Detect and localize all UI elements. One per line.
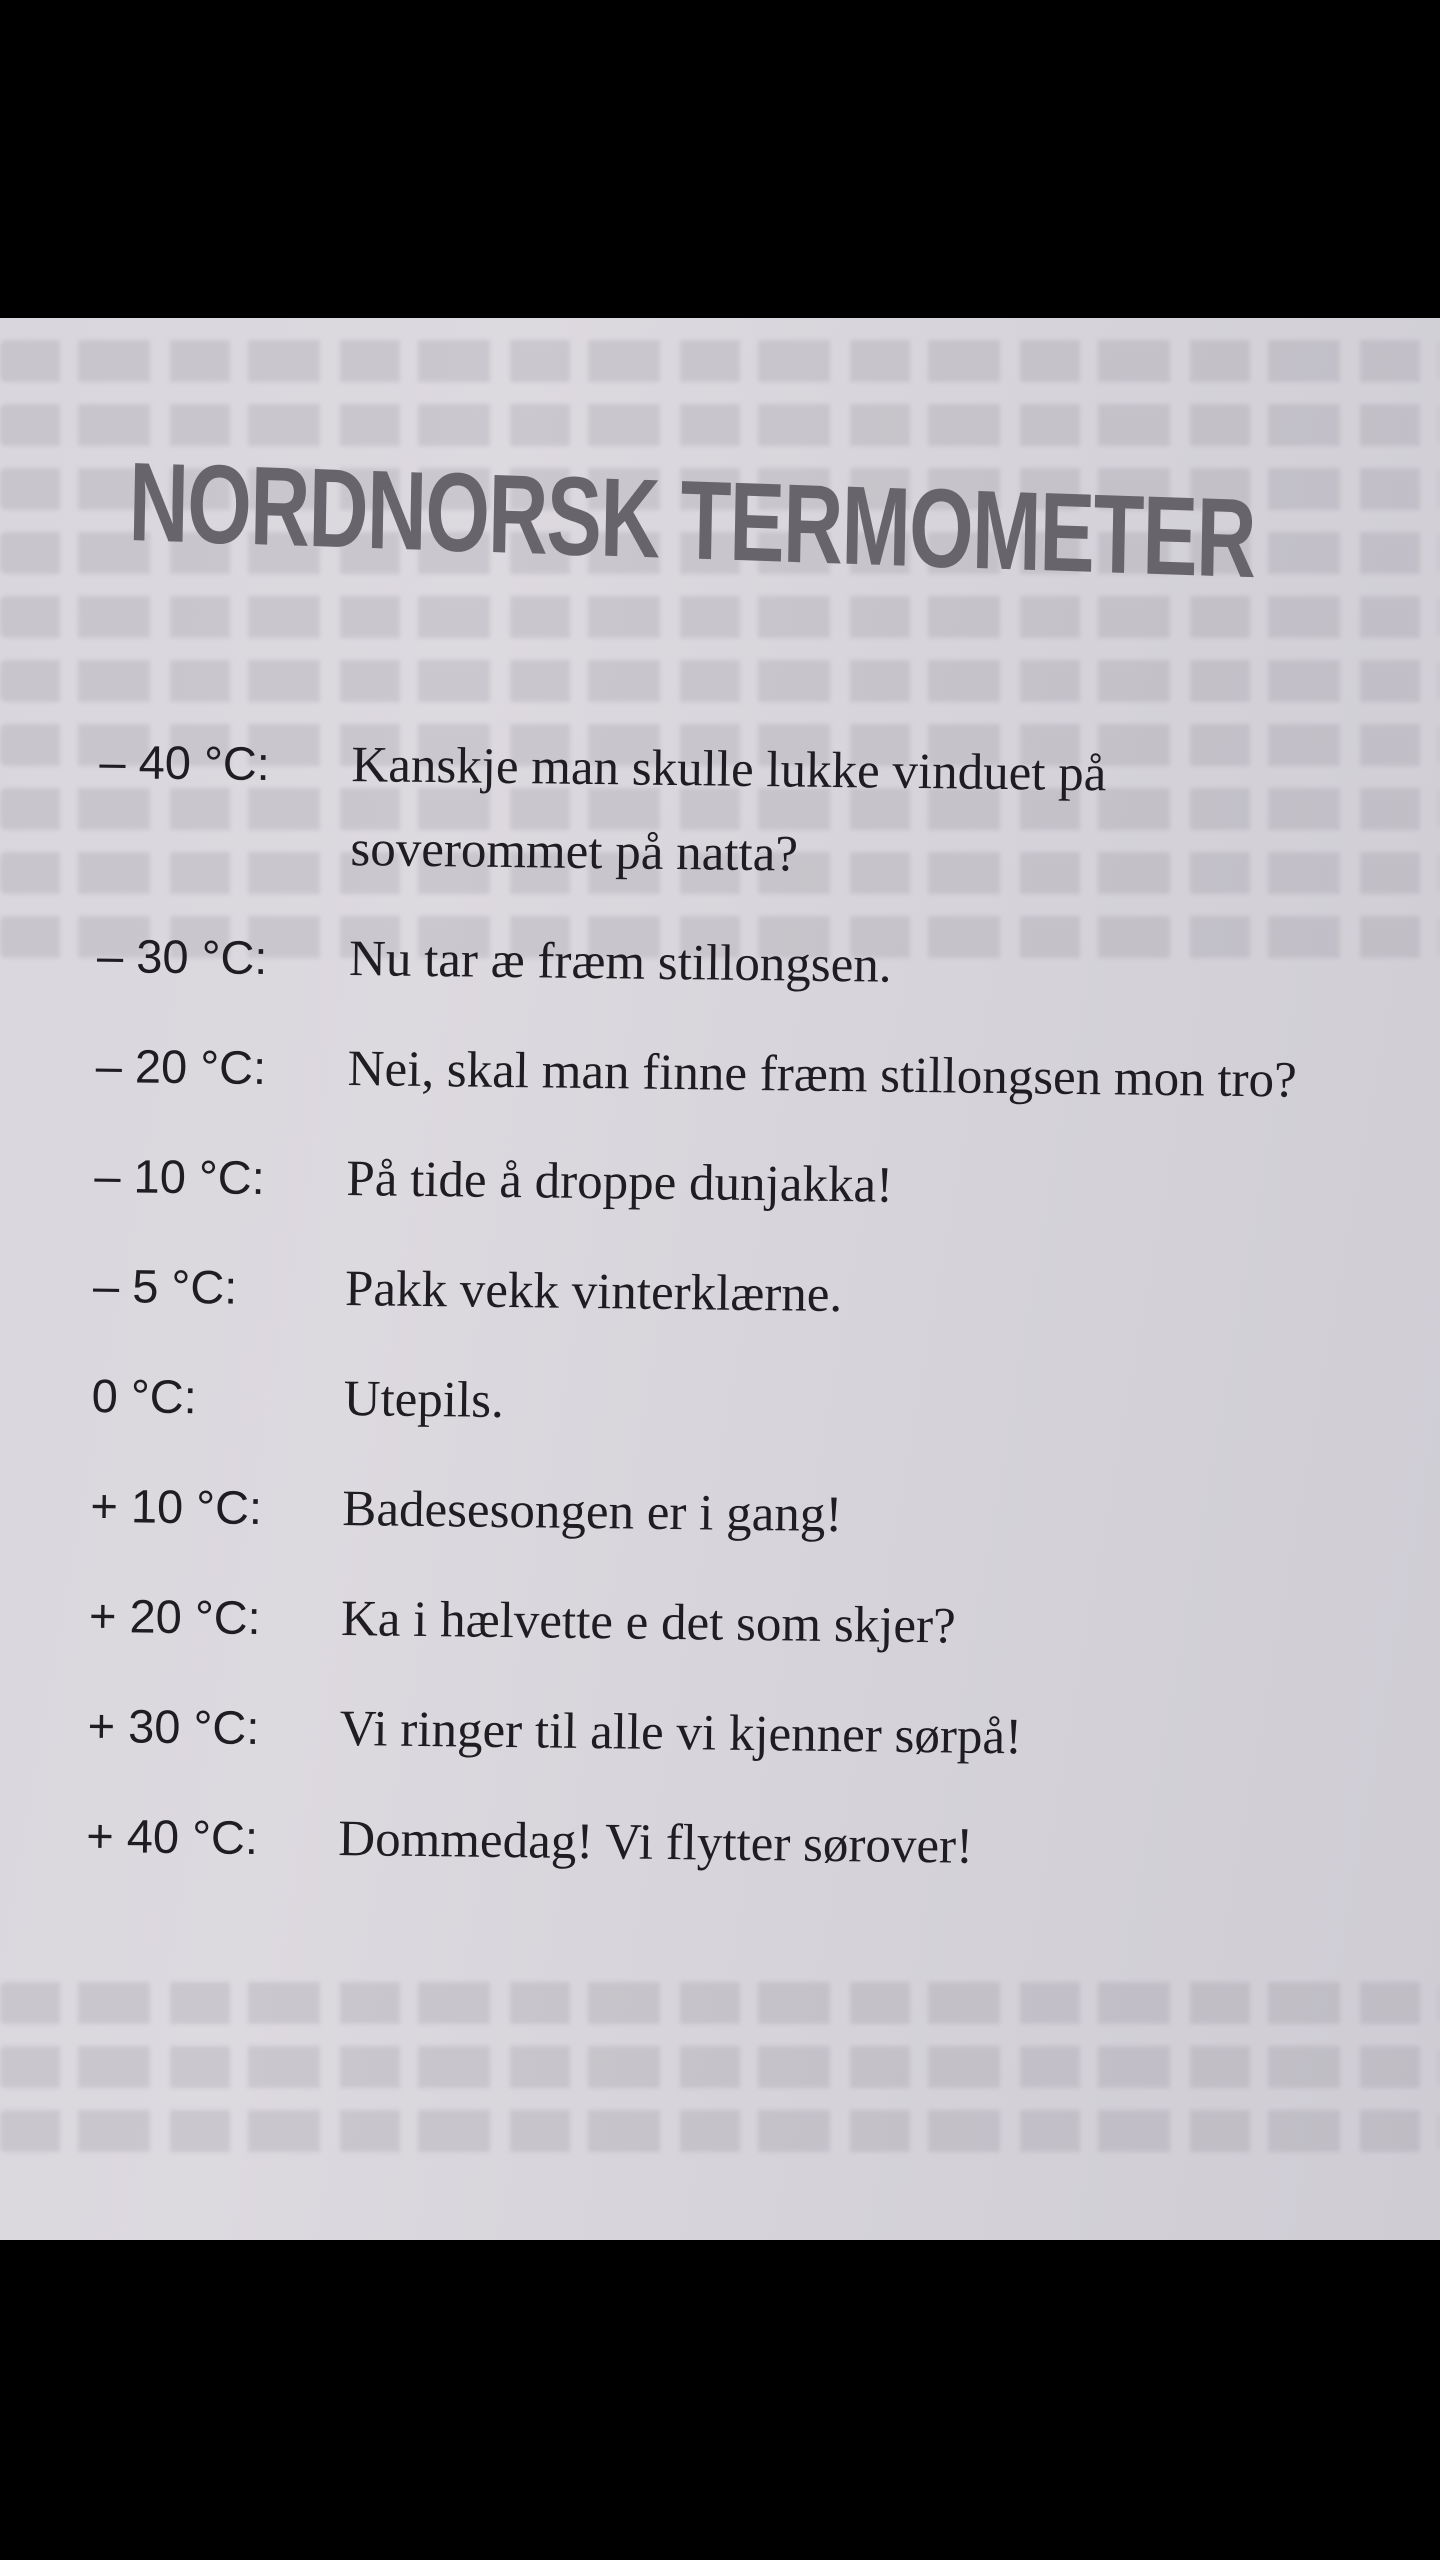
entry-text: På tide å droppe dunjakka!	[346, 1151, 894, 1214]
list-item	[93, 1244, 1394, 1344]
list-item	[97, 914, 1398, 1014]
thermometer-list	[86, 720, 1400, 1920]
temperature-label: + 20 °C:	[88, 1588, 262, 1645]
temperature-label: + 30 °C:	[87, 1698, 260, 1755]
temperature-label: – 30 °C:	[96, 928, 268, 985]
temperature-label: – 5 °C:	[92, 1258, 238, 1314]
temperature-label: – 40 °C:	[99, 734, 271, 791]
entry-text: Utepils.	[343, 1371, 505, 1429]
entry-text: Vi ringer til alle vi kjenner sørpå!	[339, 1701, 1023, 1766]
temperature-label: – 20 °C:	[95, 1038, 267, 1095]
entry-text: Ka i hælvette e det som skjer?	[340, 1591, 957, 1655]
entry-text: Kanskje man skulle lukke vinduet på soverommet på natta?	[350, 737, 1107, 883]
list-item	[95, 1024, 1396, 1124]
entry-text: Nei, skal man finne fræm stillongsen mon tro?	[347, 1041, 1298, 1109]
list-item	[87, 1684, 1388, 1784]
entry-text: Pakk vekk vinterklærne.	[344, 1261, 843, 1324]
temperature-label: 0 °C:	[91, 1368, 198, 1424]
temperature-label: + 40 °C:	[86, 1808, 259, 1865]
entry-text: Badesesongen er i gang!	[342, 1481, 843, 1544]
show-through-text-bottom	[0, 1968, 1440, 2228]
book-page	[0, 318, 1440, 2240]
entry-text: Dommedag! Vi flytter sørover!	[338, 1810, 974, 1875]
temperature-label: + 10 °C:	[90, 1478, 263, 1535]
page-title: NORDNORSK TERMOMETER	[127, 439, 1256, 602]
list-item	[89, 1574, 1390, 1674]
temperature-label: – 10 °C:	[94, 1148, 266, 1205]
entry-text: Nu tar æ fræm stillongsen.	[348, 931, 892, 994]
list-item	[94, 1134, 1395, 1234]
list-item	[90, 1464, 1391, 1564]
list-item	[86, 1794, 1387, 1894]
list-item	[98, 720, 1400, 904]
list-item	[91, 1354, 1392, 1454]
